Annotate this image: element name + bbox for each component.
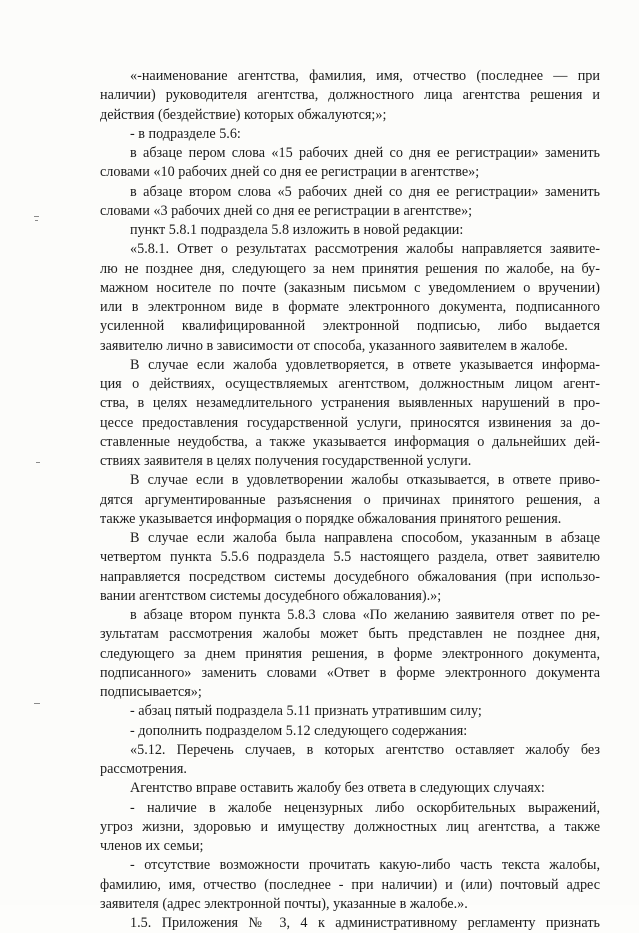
text-line: 1.5. Приложения № 3, 4 к административному регламенту признать bbox=[130, 915, 600, 931]
text-line: ства, в целях незамедлительного устранения выявленных нарушений в про- bbox=[100, 395, 600, 412]
text-line: подписанного» заменить словами «Ответ в форме электронного документа bbox=[100, 664, 600, 681]
text-line: «5.12. Перечень случаев, в которых агентство оставляет жалобу без bbox=[130, 741, 600, 758]
text-line: - наличие в жалобе нецензурных либо оскорбительных выражений, bbox=[130, 799, 600, 816]
text-line: «5.8.1. Ответ о результатах рассмотрения жалобы направляется заявите- bbox=[130, 241, 600, 258]
text-line: - абзац пятый подраздела 5.11 признать утратившим силу; bbox=[130, 703, 482, 720]
text-line: также указывается информация о порядке обжалования принятого решения. bbox=[100, 510, 562, 527]
text-line: вании агентством системы досудебного обжалования).»; bbox=[100, 587, 442, 604]
scan-mark bbox=[34, 703, 40, 704]
text-line: ставленные неудобства, а также указывается информация о дальнейших дей- bbox=[100, 433, 600, 450]
text-line: фамилию, имя, отчество (последнее - при наличии) и (или) почтовый адрес bbox=[100, 876, 600, 893]
text-line: подписывается»; bbox=[100, 684, 202, 700]
text-line: В случае если в удовлетворении жалобы отказывается, в ответе приво- bbox=[130, 472, 600, 489]
text-line: словами «3 рабочих дней со дня ее регистрации в агентстве»; bbox=[100, 202, 473, 219]
scan-mark bbox=[36, 462, 40, 463]
text-line: следующего за днем принятия решения, в форме электронного документа, bbox=[100, 645, 600, 662]
text-line: четвертом пункта 5.5.6 подраздела 5.5 настоящего раздела, ответ заявителю bbox=[100, 549, 600, 566]
text-line: дятся аргументированные разъяснения о причинах принятого решения, а bbox=[100, 491, 600, 508]
text-line: лю не позднее дня, следующего за нем принятия решения по жалобе, на бу- bbox=[100, 260, 600, 277]
text-line: Агентство вправе оставить жалобу без ответа в следующих случаях: bbox=[130, 780, 545, 797]
scan-mark bbox=[35, 220, 38, 221]
text-line: направляется посредством системы досудебного обжалования (при использо- bbox=[100, 568, 600, 585]
text-line: членов их семьи; bbox=[100, 838, 204, 854]
text-line: ствиях заявителя в целях получения государственной услуги. bbox=[100, 453, 472, 469]
text-line: заявителю лично в зависимости от способа, указанного заявителем в жалобе. bbox=[100, 337, 568, 354]
text-line: действия (бездействие) которых обжалуются;»; bbox=[100, 106, 387, 123]
text-line: заявителя (адрес электронной почты), указанные в жалобе.». bbox=[100, 895, 468, 912]
text-line: усиленной квалифицированной электронной подписью, либо выдается bbox=[100, 318, 600, 335]
text-line: в абзаце втором слова «5 рабочих дней со дня ее регистрации» заменить bbox=[130, 183, 600, 200]
document-body bbox=[100, 67, 600, 933]
text-line: угроз жизни, здоровью и имуществу должностных лиц агентства, а также bbox=[100, 818, 600, 835]
scan-mark bbox=[34, 216, 39, 217]
text-line: рассмотрения. bbox=[100, 761, 187, 777]
text-line: - отсутствие возможности прочитать какую-либо часть текста жалобы, bbox=[130, 857, 600, 874]
text-line: в абзаце пером слова «15 рабочих дней со дня ее регистрации» заменить bbox=[130, 145, 600, 161]
text-line: словами «10 рабочих дней со дня ее регистрации в агентстве»; bbox=[100, 164, 480, 181]
text-line: ция о действиях, осуществляемых агентством, должностным лицом агент- bbox=[100, 376, 600, 392]
text-line: В случае если жалоба была направлена способом, указанным в абзаце bbox=[130, 530, 600, 546]
text-line: «-наименование агентства, фамилия, имя, отчество (последнее — при bbox=[130, 68, 600, 84]
text-line: зультатам рассмотрения жалобы может быть представлен не позднее дня, bbox=[100, 626, 600, 643]
text-line: мажном носителе по почте (заказным письмом с уведомлением о вручении) bbox=[100, 279, 600, 296]
text-line: - в подразделе 5.6: bbox=[130, 125, 241, 142]
text-line: или в электронном виде в формате электронного документа, подписанного bbox=[100, 299, 600, 315]
text-line: пункт 5.8.1 подраздела 5.8 изложить в новой редакции: bbox=[130, 222, 464, 238]
text-line: наличии) руководителя агентства, должностного лица агентства решения и bbox=[100, 87, 600, 104]
text-line: цессе предоставления государственной услуги, приносятся извинения за до- bbox=[100, 414, 600, 431]
text-line: В случае если жалоба удовлетворяется, в ответе указывается информа- bbox=[130, 356, 600, 373]
text-line: в абзаце втором пункта 5.8.3 слова «По желанию заявителя ответ по ре- bbox=[130, 607, 600, 623]
text-line: - дополнить подразделом 5.12 следующего содержания: bbox=[130, 722, 468, 739]
